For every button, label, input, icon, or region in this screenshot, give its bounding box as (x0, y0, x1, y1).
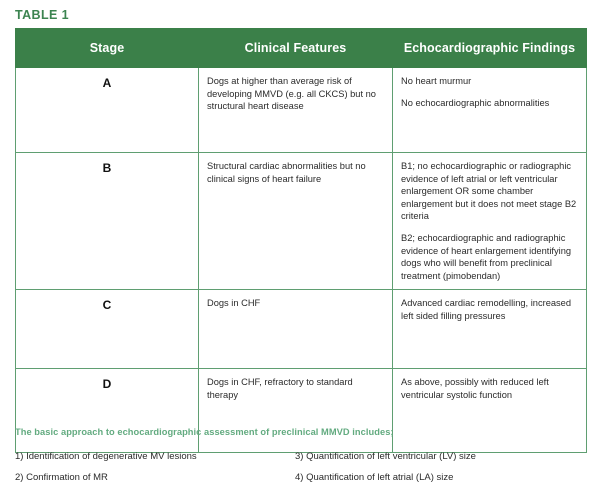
clinical-features-paragraph: Dogs in CHF, refractory to standard therapy (207, 377, 353, 400)
echo-findings-paragraph: As above, possibly with reduced left ventricular systolic function (401, 377, 549, 400)
cell-echocardiographic-findings (393, 290, 587, 369)
footnote-item-3: 3) Quantification of left ventricular (LV) size (295, 451, 476, 462)
column-header-echocardiographic-findings: Echocardiographic Findings (393, 29, 587, 68)
table-header-row (16, 29, 587, 68)
cell-clinical-features (199, 68, 393, 153)
cell-echocardiographic-findings (393, 68, 587, 153)
cell-stage: B (16, 153, 199, 290)
column-header-stage: Stage (16, 29, 199, 68)
echo-findings-paragraph: No echocardiographic abnormalities (401, 97, 550, 108)
column-header-clinical-features: Clinical Features (199, 29, 393, 68)
cell-clinical-features (199, 153, 393, 290)
cell-clinical-features (199, 369, 393, 453)
cell-echocardiographic-findings (393, 153, 587, 290)
echo-findings-paragraph: B2; echocardiographic and radiographic evidence of heart enlargement identifying dogs who will benefit from preclinical treatment (pimobendan) (401, 232, 572, 281)
table-caption-label: TABLE 1 (15, 8, 69, 22)
table-row (16, 68, 587, 153)
echo-findings-paragraph: B1; no echocardiographic or radiographic evidence of left atrial or left ventricular enlargement OR some chamber enlargement but it does not meet stage B2 criteria (401, 161, 577, 222)
cell-clinical-features (199, 290, 393, 369)
table-header (16, 29, 587, 68)
table-row (16, 369, 587, 453)
footnote-item-2: 2) Confirmation of MR (15, 472, 108, 483)
cell-stage: C (16, 290, 199, 369)
clinical-features-paragraph: Structural cardiac abnormalities but no clinical signs of heart failure (207, 161, 366, 184)
footnote-item-1: 1) Identification of degenerative MV lesions (15, 451, 197, 462)
footnote-heading: The basic approach to echocardiographic assessment of preclinical MMVD includes; (15, 427, 394, 437)
footnote-list (15, 446, 586, 488)
echo-findings-paragraph: No heart murmur (401, 76, 472, 86)
echo-findings-paragraph: Advanced cardiac remodelling, increased left sided filling pressures (401, 298, 572, 321)
clinical-features-paragraph: Dogs in CHF (207, 298, 261, 309)
cell-stage: D (16, 369, 199, 453)
footnote-item-4: 4) Quantification of left atrial (LA) size (295, 472, 454, 483)
table-row (16, 290, 587, 369)
cell-stage: A (16, 68, 199, 153)
table-row (16, 153, 587, 290)
table-body (16, 68, 587, 453)
mmvd-staging-table (15, 28, 587, 453)
clinical-features-paragraph: Dogs at higher than average risk of developing MMVD (e.g. all CKCS) but no structural heart disease (207, 76, 376, 112)
cell-echocardiographic-findings (393, 369, 587, 453)
